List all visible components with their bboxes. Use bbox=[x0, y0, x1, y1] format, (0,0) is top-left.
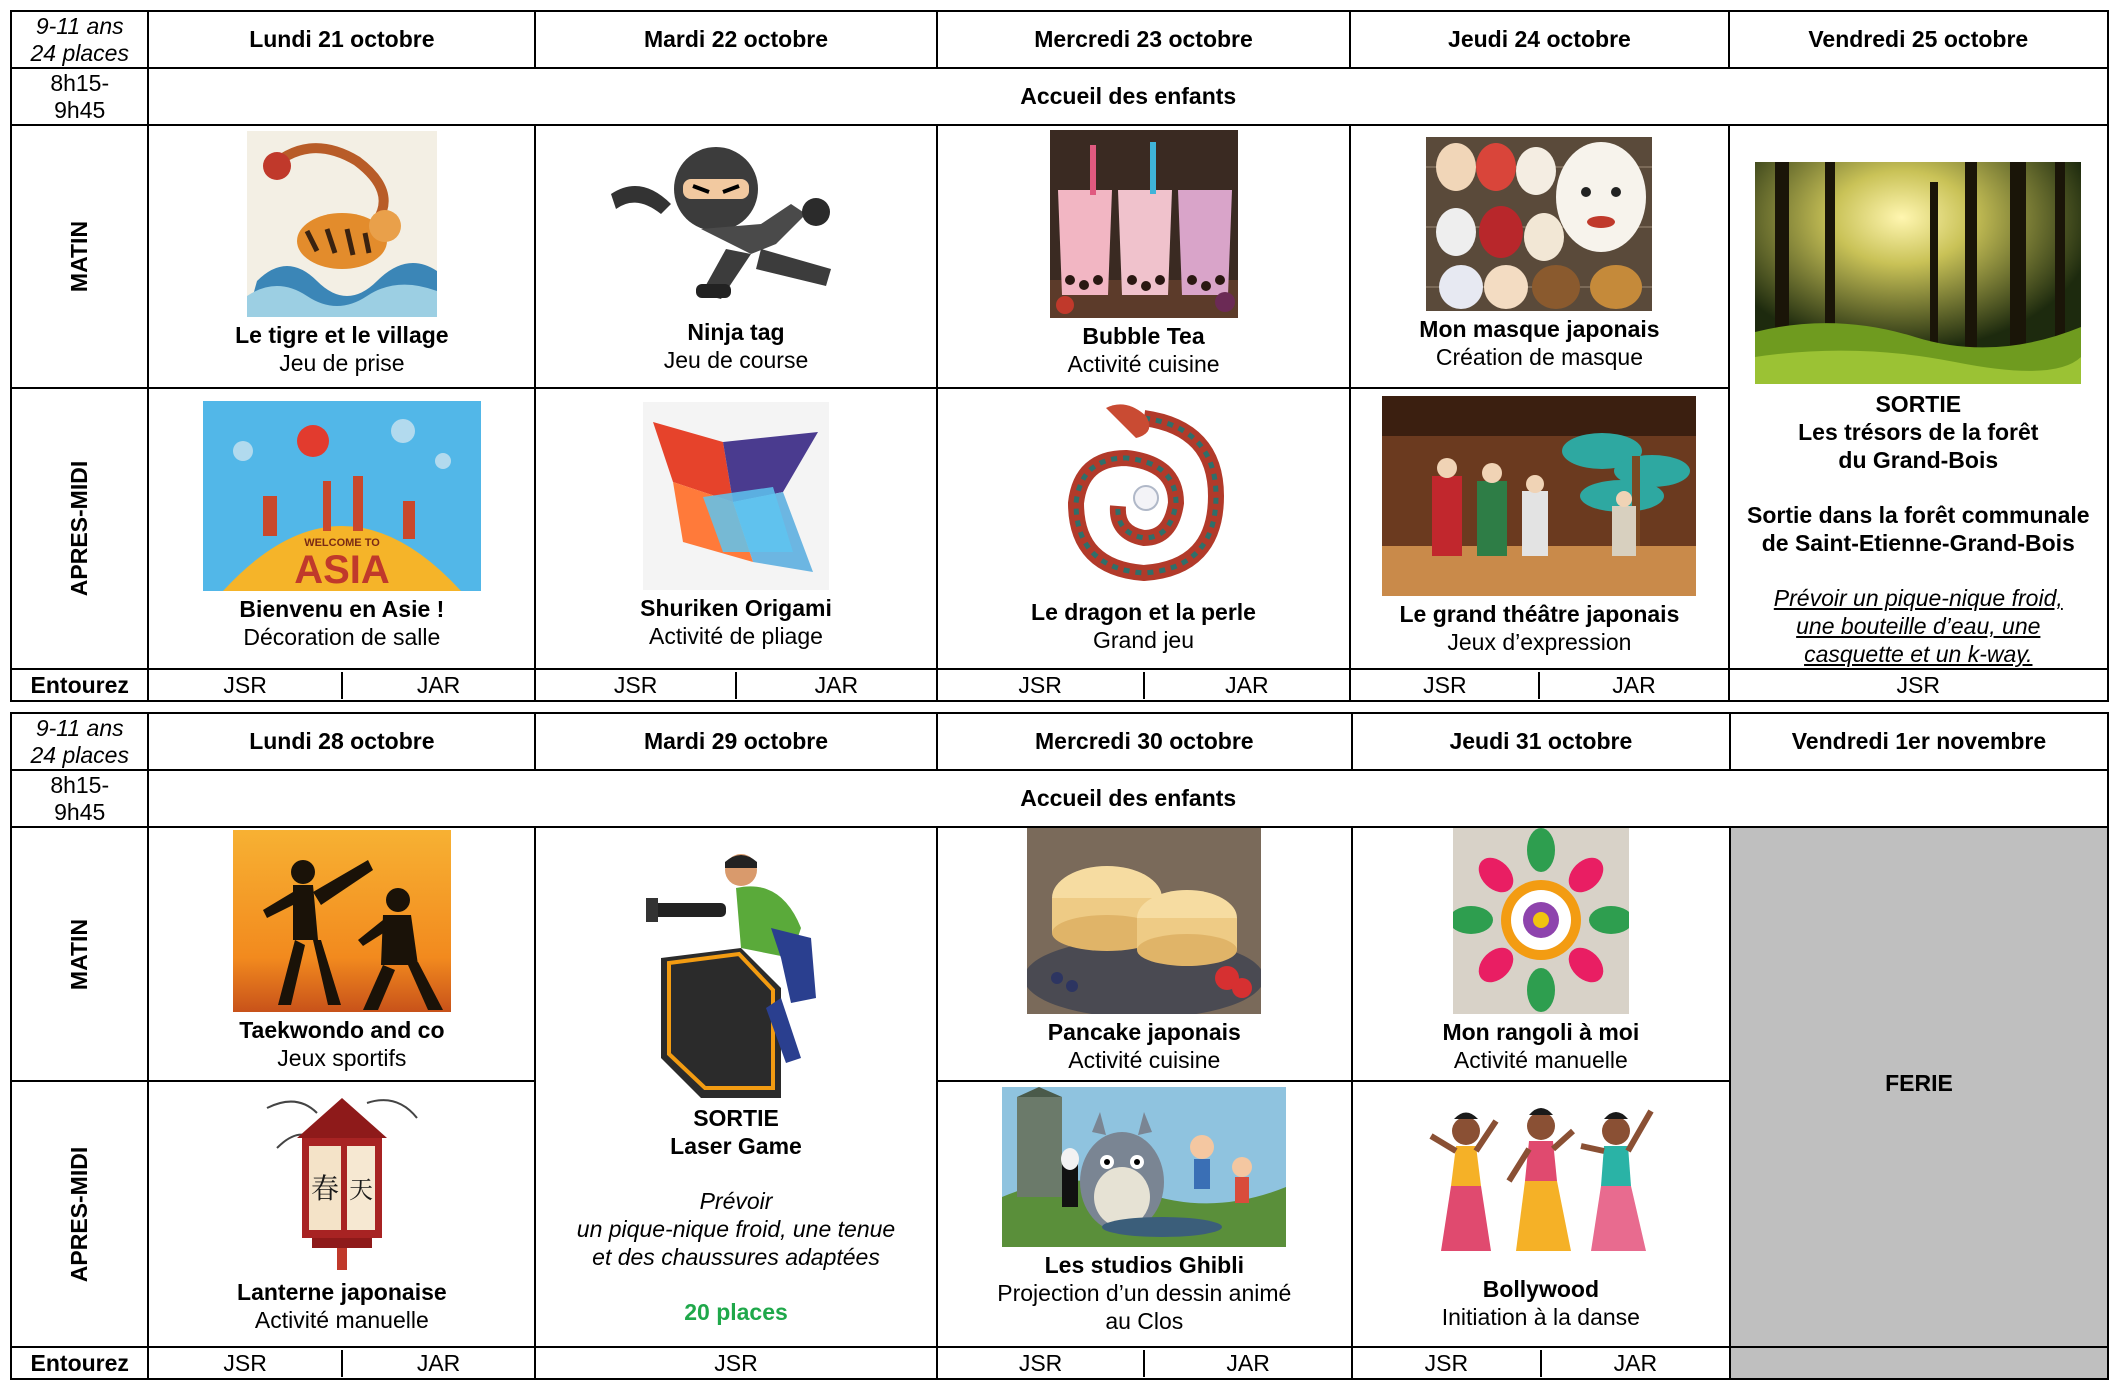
theatre-photo bbox=[1382, 396, 1696, 596]
activity-cell bbox=[937, 1081, 1352, 1347]
day-header: Mardi 22 octobre bbox=[535, 11, 937, 68]
forest-photo bbox=[1755, 162, 2081, 384]
activity-title: Taekwondo and co bbox=[239, 1017, 445, 1043]
day-header: Vendredi 25 octobre bbox=[1729, 11, 2108, 68]
jar-option[interactable]: JAR bbox=[416, 671, 461, 698]
outing-note: casquette et un k-way. bbox=[1804, 641, 2033, 667]
activity-title: Mon masque japonais bbox=[1419, 315, 1660, 342]
day-header: Vendredi 1er novembre bbox=[1730, 713, 2108, 770]
friday-outing-cell bbox=[1729, 125, 2108, 669]
activity-cell bbox=[937, 827, 1352, 1081]
jsr-option[interactable]: JSR bbox=[536, 672, 737, 699]
jar-option[interactable]: JAR bbox=[416, 1349, 461, 1376]
choice-cell bbox=[1350, 669, 1728, 701]
activity-subtitle: Activité cuisine bbox=[1068, 1047, 1221, 1073]
activity-subtitle: Jeu de course bbox=[663, 346, 809, 373]
activity-cell bbox=[937, 388, 1351, 669]
activity-title: Pancake japonais bbox=[1047, 1019, 1241, 1045]
day-header: Mercredi 23 octobre bbox=[937, 11, 1351, 68]
ninja-icon bbox=[601, 134, 871, 314]
activity-cell bbox=[535, 125, 937, 388]
jsr-option[interactable]: JSR bbox=[149, 672, 342, 699]
activity-title: Les studios Ghibli bbox=[1044, 1252, 1244, 1278]
activity-cell bbox=[1350, 125, 1728, 388]
lantern-glyph: 天 bbox=[348, 1176, 373, 1204]
corner-cell bbox=[11, 713, 148, 770]
activity-cell bbox=[1352, 1081, 1730, 1347]
dragon-icon bbox=[1046, 398, 1242, 594]
time-slot: 8h15- 9h45 bbox=[11, 68, 148, 125]
jsr-option[interactable]: JSR bbox=[938, 1350, 1146, 1377]
jsr-option[interactable]: JSR bbox=[535, 1347, 937, 1379]
outing-note: une bouteille d’eau, une bbox=[1796, 613, 2041, 639]
badge-main-text: ASIA bbox=[294, 547, 390, 591]
japanese-masks-photo bbox=[1426, 137, 1652, 311]
lantern-glyph: 春 bbox=[310, 1172, 339, 1205]
day-header: Mardi 29 octobre bbox=[535, 713, 937, 770]
jsr-option[interactable]: JSR bbox=[1351, 672, 1540, 699]
places-count: 20 places bbox=[684, 1299, 788, 1325]
age-label: 9-11 ans bbox=[35, 12, 124, 39]
activity-subtitle: Grand jeu bbox=[1093, 626, 1195, 653]
choice-cell bbox=[535, 669, 937, 701]
jar-option[interactable]: JAR bbox=[1612, 671, 1656, 698]
badge-top-text: WELCOME TO bbox=[304, 536, 380, 549]
jsr-option[interactable]: JSR bbox=[1729, 669, 2108, 701]
age-label: 9-11 ans bbox=[35, 714, 124, 741]
jar-option[interactable]: JAR bbox=[1226, 1349, 1270, 1376]
week2-table bbox=[10, 712, 2109, 1380]
jar-option[interactable]: JAR bbox=[814, 671, 859, 698]
dancers-illustration bbox=[1421, 1091, 1661, 1271]
day-header: Mercredi 30 octobre bbox=[937, 713, 1352, 770]
activity-title: Ninja tag bbox=[687, 318, 785, 345]
activity-cell bbox=[937, 125, 1351, 388]
shuriken-icon bbox=[643, 402, 829, 590]
outing-note: Prévoir bbox=[699, 1188, 773, 1214]
outing-name: Les trésors de la forêt bbox=[1798, 419, 2039, 445]
entourez-label: Entourez bbox=[11, 669, 148, 701]
week1-table bbox=[10, 10, 2109, 702]
activity-subtitle: Activité manuelle bbox=[1453, 1047, 1628, 1073]
lantern-photo bbox=[257, 1088, 427, 1274]
activity-title: Bubble Tea bbox=[1082, 322, 1205, 349]
day-header: Jeudi 24 octobre bbox=[1350, 11, 1728, 68]
matin-label: MATIN bbox=[11, 125, 148, 388]
day-header: Jeudi 31 octobre bbox=[1352, 713, 1730, 770]
apres-midi-label: APRES-MIDI bbox=[11, 388, 148, 669]
activity-subtitle: Projection d’un dessin animé bbox=[997, 1280, 1292, 1306]
pancake-photo bbox=[1027, 828, 1261, 1014]
activity-title: Mon rangoli à moi bbox=[1442, 1019, 1640, 1045]
activity-title: Le dragon et la perle bbox=[1031, 598, 1256, 625]
outing-description: Sortie dans la forêt communale bbox=[1747, 502, 2090, 528]
activity-title: Shuriken Origami bbox=[640, 594, 832, 621]
choice-cell bbox=[937, 1347, 1352, 1379]
day-header: Lundi 21 octobre bbox=[148, 11, 535, 68]
activity-title: Bienvenu en Asie ! bbox=[239, 595, 445, 622]
day-header: Lundi 28 octobre bbox=[148, 713, 535, 770]
rangoli-photo bbox=[1453, 828, 1629, 1014]
taekwondo-silhouette bbox=[233, 830, 451, 1012]
time-slot: 8h15- 9h45 bbox=[11, 770, 148, 827]
activity-subtitle: Activité cuisine bbox=[1067, 350, 1220, 377]
activity-subtitle: Création de masque bbox=[1435, 343, 1643, 370]
entourez-label: Entourez bbox=[11, 1347, 148, 1379]
activity-subtitle: Décoration de salle bbox=[243, 623, 441, 650]
corner-cell bbox=[11, 11, 148, 68]
places-label: 24 places bbox=[30, 741, 129, 768]
outing-note: Prévoir un pique-nique froid, bbox=[1773, 585, 2063, 611]
outing-title: SORTIE bbox=[1875, 391, 1962, 417]
accueil-row: Accueil des enfants bbox=[148, 68, 2108, 125]
activity-subtitle: Activité de pliage bbox=[649, 622, 823, 649]
activity-subtitle: au Clos bbox=[1105, 1308, 1184, 1334]
activity-cell bbox=[1350, 388, 1728, 669]
activity-cell bbox=[1352, 827, 1730, 1081]
jar-option[interactable]: JAR bbox=[1613, 1349, 1658, 1376]
outing-note: un pique-nique froid, une tenue bbox=[576, 1216, 896, 1242]
outing-name: du Grand-Bois bbox=[1838, 447, 1999, 473]
laser-game-player-illustration bbox=[641, 848, 831, 1098]
activity-title: Bollywood bbox=[1482, 1276, 1599, 1302]
accueil-row: Accueil des enfants bbox=[148, 770, 2108, 827]
jar-option[interactable]: JAR bbox=[1225, 671, 1269, 698]
activity-cell bbox=[535, 388, 937, 669]
ferie-label: FERIE bbox=[1885, 1070, 1953, 1096]
choice-cell bbox=[148, 1347, 535, 1379]
activity-title: Le tigre et le village bbox=[235, 321, 449, 348]
activity-title: Lanterne japonaise bbox=[237, 1279, 447, 1305]
activity-subtitle: Jeu de prise bbox=[279, 349, 405, 376]
ferie-choice-cell bbox=[1730, 1347, 2108, 1379]
activity-title: Le grand théâtre japonais bbox=[1399, 600, 1680, 627]
activity-subtitle: Jeux d’expression bbox=[1447, 628, 1632, 655]
activity-subtitle: Initiation à la danse bbox=[1441, 1304, 1640, 1330]
welcome-asia-illustration bbox=[203, 401, 481, 591]
bubble-tea-photo bbox=[1050, 130, 1238, 318]
activity-cell bbox=[148, 1081, 535, 1347]
outing-title: SORTIE bbox=[693, 1105, 779, 1131]
activity-subtitle: Activité manuelle bbox=[254, 1307, 429, 1333]
tuesday-outing-cell bbox=[535, 827, 937, 1347]
activity-cell bbox=[148, 388, 535, 669]
ghibli-illustration bbox=[1002, 1087, 1286, 1247]
places-label: 24 places bbox=[30, 39, 129, 66]
activity-cell bbox=[148, 827, 535, 1081]
jsr-option[interactable]: JSR bbox=[149, 1350, 342, 1377]
choice-cell bbox=[148, 669, 535, 701]
jsr-option[interactable]: JSR bbox=[1353, 1350, 1542, 1377]
activity-subtitle: Jeux sportifs bbox=[277, 1045, 407, 1071]
outing-description: de Saint-Etienne-Grand-Bois bbox=[1761, 530, 2075, 556]
matin-label: MATIN bbox=[11, 827, 148, 1081]
choice-cell bbox=[1352, 1347, 1730, 1379]
tiger-dragon-illustration bbox=[247, 131, 437, 317]
apres-midi-label: APRES-MIDI bbox=[11, 1081, 148, 1347]
outing-note: et des chaussures adaptées bbox=[592, 1244, 880, 1270]
activity-cell bbox=[148, 125, 535, 388]
choice-cell bbox=[937, 669, 1351, 701]
ferie-cell bbox=[1730, 827, 2108, 1347]
outing-name: Laser Game bbox=[670, 1133, 802, 1159]
jsr-option[interactable]: JSR bbox=[938, 672, 1145, 699]
